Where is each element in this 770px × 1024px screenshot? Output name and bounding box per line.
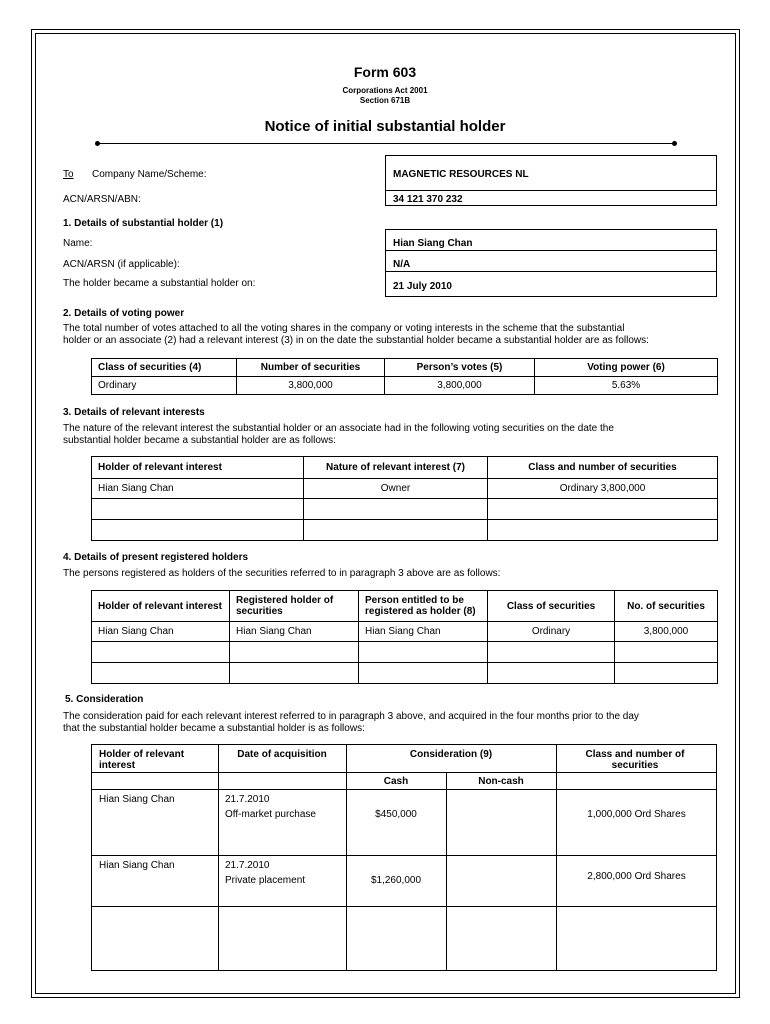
cell-voting-power[interactable]: 5.63% [535,377,718,395]
notice-title: Notice of initial substantial holder [264,118,506,135]
section4-heading: 4. Details of present registered holders [63,552,249,563]
company-box-divider [385,190,717,191]
col-header-noncash: Non-cash [478,776,524,787]
col-header-holder: Holder of relevant interest [99,749,185,771]
col-header-registered: Registered holder of securities [230,591,359,622]
company-name-label: Company Name/Scheme: [92,169,207,180]
acn-label: ACN/ARSN/ABN: [63,194,141,205]
cell-class-number[interactable]: 2,800,000 Ord Shares [587,871,686,882]
col-header-class-number: Class and number of securities [488,457,718,479]
cell-holder[interactable]: Hian Siang Chan [92,479,304,499]
registered-holders-table [91,590,718,684]
section4-paragraph: The persons registered as holders of the securities referred to in paragraph 3 above are as follows: [63,568,501,579]
cell-number[interactable]: 3,800,000 [615,622,718,642]
cell-entitled[interactable]: Hian Siang Chan [359,622,488,642]
cell-registered[interactable]: Hian Siang Chan [230,622,359,642]
col-header-number: No. of securities [615,591,718,622]
section1-heading: 1. Details of substantial holder (1) [63,218,224,229]
table-row-empty [92,499,718,520]
cell-holder[interactable]: Hian Siang Chan [92,622,230,642]
cell-cash[interactable]: $450,000 [375,809,417,820]
row-divider [91,772,717,773]
col-header-consideration: Consideration (9) [409,749,493,760]
table-row-empty [92,663,718,684]
col-header-class: Class of securities (4) [92,359,237,377]
col-header-holder: Holder of relevant interest [92,591,230,622]
cell-date[interactable]: 21.7.2010 [225,794,270,805]
row-divider [91,855,717,856]
relevant-interests-table [91,456,718,541]
cell-cash[interactable]: $1,260,000 [370,875,422,886]
holder-box-divider1 [385,250,717,251]
row-divider [91,906,717,907]
cell-votes[interactable]: 3,800,000 [385,377,535,395]
header-rule [97,143,675,144]
section3-paragraph: The nature of the relevant interest the substantial holder or an associate had in the following voting securities on the date the substantial holder became a substantial holder are as follows: [63,423,614,446]
act-label: Corporations Act 2001 [342,86,428,95]
cell-holder[interactable]: Hian Siang Chan [99,860,175,871]
company-acn-value[interactable]: 34 121 370 232 [393,194,463,205]
col-header-class-number: Class and number of securities [585,749,685,771]
holder-acn-value[interactable]: N/A [393,259,411,270]
table-row-empty [92,642,718,663]
holder-date-label: The holder became a substantial holder on: [63,278,256,289]
cell-date[interactable]: 21.7.2010 [225,860,270,871]
rule-dot-right [672,141,677,146]
cell-class-number[interactable]: Ordinary 3,800,000 [488,479,718,499]
col-divider [446,772,447,971]
cell-number[interactable]: 3,800,000 [237,377,385,395]
holder-name-value[interactable]: Hian Siang Chan [393,238,473,249]
col-divider [218,744,219,971]
cell-acquisition-type[interactable]: Private placement [225,875,306,886]
section3-heading: 3. Details of relevant interests [63,407,205,418]
section-label: Section 671B [359,96,411,105]
section5-paragraph: The consideration paid for each relevant interest referred to in paragraph 3 above, and acquired in the four months prior to the day that the substantial holder became a substantial holder is as follows: [63,711,639,734]
cell-acquisition-type[interactable]: Off-market purchase [225,809,316,820]
col-header-holder: Holder of relevant interest [92,457,304,479]
col-header-number: Number of securities [237,359,385,377]
col-header-votes: Person’s votes (5) [385,359,535,377]
col-header-voting-power: Voting power (6) [535,359,718,377]
row-divider [91,789,717,790]
col-divider [556,744,557,971]
col-header-date: Date of acquisition [237,749,327,760]
col-header-cash: Cash [383,776,409,787]
cell-holder[interactable]: Hian Siang Chan [99,794,175,805]
to-label: To [63,169,74,180]
holder-name-label: Name: [63,238,93,249]
holder-acn-label: ACN/ARSN (if applicable): [63,259,180,270]
table-row-empty [92,520,718,541]
cell-nature[interactable]: Owner [304,479,488,499]
section2-paragraph: The total number of votes attached to all the voting shares in the company or voting interests in the scheme that the substantial holder or an associate (2) had a relevant interest (3) in on the date the substantial holder became a substantial holder are as follows: [63,323,649,346]
col-header-entitled: Person entitled to be registered as holder (8) [359,591,488,622]
cell-class-number[interactable]: 1,000,000 Ord Shares [587,809,686,820]
col-header-nature: Nature of relevant interest (7) [304,457,488,479]
voting-power-table [91,358,718,395]
form-title: Form 603 [353,64,417,80]
col-header-class: Class of securities [488,591,615,622]
rule-dot-left [95,141,100,146]
company-name-value[interactable]: MAGNETIC RESOURCES NL [393,169,529,180]
cell-class[interactable]: Ordinary [488,622,615,642]
cell-class[interactable]: Ordinary [92,377,237,395]
section5-heading: 5. Consideration [65,694,144,705]
holder-box-divider2 [385,271,717,272]
section2-heading: 2. Details of voting power [63,308,185,319]
holder-date-value[interactable]: 21 July 2010 [393,281,452,292]
